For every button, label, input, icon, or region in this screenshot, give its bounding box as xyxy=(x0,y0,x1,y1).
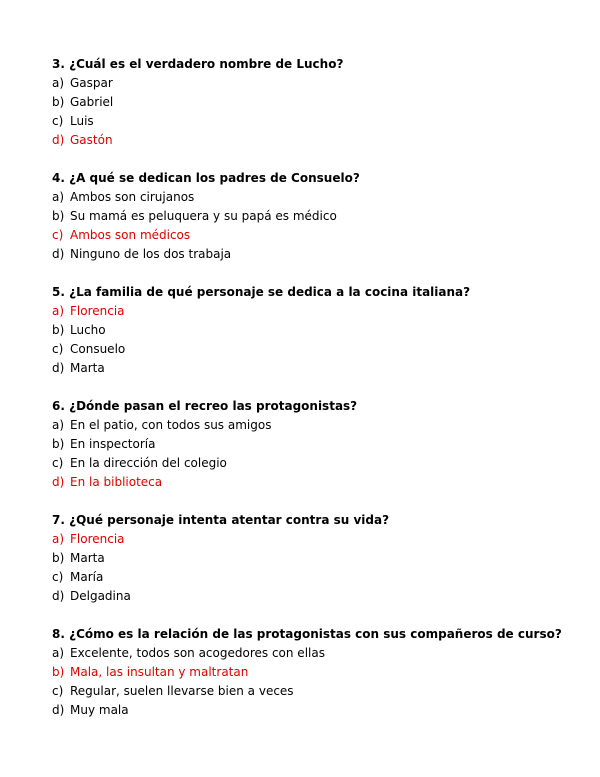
option-letter: a) xyxy=(52,532,65,546)
quiz xyxy=(52,55,572,739)
question-text: ¿A qué se dedican los padres de Consuelo? xyxy=(69,171,360,185)
option-text: Ambos son médicos xyxy=(70,228,191,242)
option-letter: d) xyxy=(52,589,65,603)
option-a xyxy=(52,188,572,207)
option-text: Lucho xyxy=(70,323,106,337)
option-letter: d) xyxy=(52,703,65,717)
option-a-correct xyxy=(52,302,572,321)
option-text: Marta xyxy=(70,551,105,565)
question-title xyxy=(52,397,572,416)
option-text: Ambos son cirujanos xyxy=(70,190,195,204)
option-letter: d) xyxy=(52,361,65,375)
question-title xyxy=(52,511,572,530)
option-text: Ninguno de los dos trabaja xyxy=(70,247,232,261)
option-text: Marta xyxy=(70,361,105,375)
option-d xyxy=(52,359,572,378)
option-a xyxy=(52,416,572,435)
question-number: 8. xyxy=(52,627,65,641)
question-number: 6. xyxy=(52,399,65,413)
option-c xyxy=(52,112,572,131)
question-text: ¿La familia de qué personaje se dedica a la cocina italiana? xyxy=(69,285,471,299)
question-8 xyxy=(52,625,572,720)
option-letter: c) xyxy=(52,684,64,698)
option-letter: b) xyxy=(52,551,65,565)
question-title xyxy=(52,283,572,302)
option-b xyxy=(52,207,572,226)
question-5 xyxy=(52,283,572,378)
option-text: Florencia xyxy=(70,532,125,546)
option-text: Florencia xyxy=(70,304,125,318)
option-text: Muy mala xyxy=(70,703,129,717)
option-text: Mala, las insultan y maltratan xyxy=(70,665,249,679)
option-d xyxy=(52,587,572,606)
option-letter: d) xyxy=(52,133,65,147)
option-d xyxy=(52,701,572,720)
option-d-correct xyxy=(52,131,572,150)
option-text: Excelente, todos son acogedores con ellas xyxy=(70,646,325,660)
option-letter: c) xyxy=(52,570,64,584)
option-b xyxy=(52,93,572,112)
option-letter: a) xyxy=(52,646,65,660)
option-letter: d) xyxy=(52,475,65,489)
option-d-correct xyxy=(52,473,572,492)
option-d xyxy=(52,245,572,264)
option-c xyxy=(52,340,572,359)
option-text: Luis xyxy=(70,114,94,128)
question-title xyxy=(52,169,572,188)
option-letter: a) xyxy=(52,76,65,90)
question-title xyxy=(52,55,572,74)
question-text: ¿Qué personaje intenta atentar contra su vida? xyxy=(69,513,390,527)
option-text: Gabriel xyxy=(70,95,114,109)
option-a xyxy=(52,74,572,93)
question-3 xyxy=(52,55,572,150)
option-letter: b) xyxy=(52,323,65,337)
option-text: En inspectoría xyxy=(70,437,156,451)
option-c xyxy=(52,454,572,473)
option-b xyxy=(52,435,572,454)
option-text: Su mamá es peluquera y su papá es médico xyxy=(70,209,337,223)
option-letter: d) xyxy=(52,247,65,261)
question-text: ¿Cuál es el verdadero nombre de Lucho? xyxy=(69,57,344,71)
option-text: Gaspar xyxy=(70,76,113,90)
option-letter: c) xyxy=(52,342,64,356)
option-c-correct xyxy=(52,226,572,245)
option-letter: a) xyxy=(52,190,65,204)
option-c xyxy=(52,682,572,701)
question-title xyxy=(52,625,572,644)
question-7 xyxy=(52,511,572,606)
option-text: Regular, suelen llevarse bien a veces xyxy=(70,684,294,698)
question-6 xyxy=(52,397,572,492)
question-number: 5. xyxy=(52,285,65,299)
option-letter: a) xyxy=(52,418,65,432)
option-letter: c) xyxy=(52,114,64,128)
option-text: En la dirección del colegio xyxy=(70,456,227,470)
option-b xyxy=(52,549,572,568)
option-letter: c) xyxy=(52,456,64,470)
option-text: Consuelo xyxy=(70,342,126,356)
option-b xyxy=(52,321,572,340)
question-text: ¿Cómo es la relación de las protagonistas con sus compañeros de curso? xyxy=(69,627,562,641)
option-letter: b) xyxy=(52,665,65,679)
option-letter: b) xyxy=(52,209,65,223)
option-text: En la biblioteca xyxy=(70,475,163,489)
option-letter: a) xyxy=(52,304,65,318)
option-letter: b) xyxy=(52,437,65,451)
question-number: 7. xyxy=(52,513,65,527)
option-letter: b) xyxy=(52,95,65,109)
option-c xyxy=(52,568,572,587)
option-a-correct xyxy=(52,530,572,549)
option-text: María xyxy=(70,570,104,584)
question-number: 4. xyxy=(52,171,65,185)
option-a xyxy=(52,644,572,663)
option-b-correct xyxy=(52,663,572,682)
option-text: En el patio, con todos sus amigos xyxy=(70,418,272,432)
question-number: 3. xyxy=(52,57,65,71)
option-letter: c) xyxy=(52,228,64,242)
option-text: Gastón xyxy=(70,133,113,147)
question-text: ¿Dónde pasan el recreo las protagonistas? xyxy=(69,399,358,413)
option-text: Delgadina xyxy=(70,589,131,603)
question-4 xyxy=(52,169,572,264)
